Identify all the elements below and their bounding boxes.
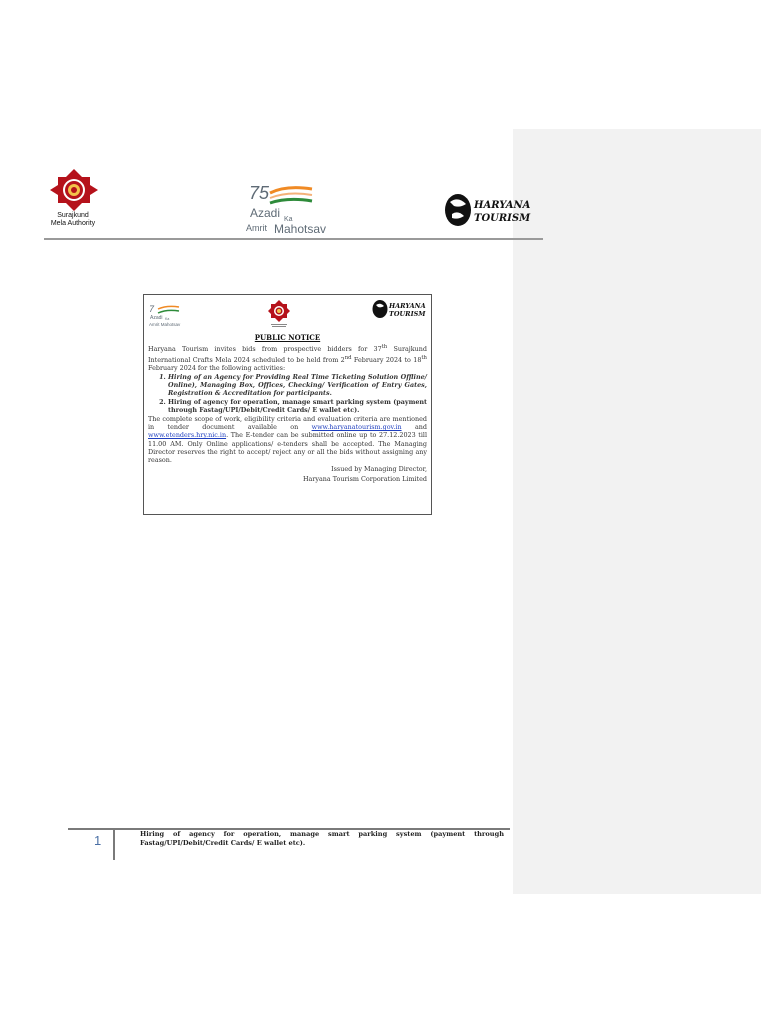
notice-signature-line2: Haryana Tourism Corporation Limited	[302, 474, 427, 483]
sma-caption-line2: Mela Authority	[50, 220, 96, 227]
azadi-mahotsav-word: Mahotsav	[274, 222, 327, 235]
public-notice-box	[143, 294, 432, 515]
page-number: 1	[94, 833, 102, 848]
notice-signature-line1: Issued by Managing Director,	[331, 465, 427, 474]
svg-text:7: 7	[149, 304, 155, 314]
azadi-word: Azadi	[250, 206, 281, 220]
notice-title: PUBLIC NOTICE	[254, 333, 321, 342]
ht-haryana-word: HARYANA	[474, 200, 531, 211]
notice-sma-logo	[268, 300, 290, 328]
footer-text: Hiring of agency for operation, manage smart parking system (payment through Fastag/UPI/Debit/Credit Cards/ E wallet etc).	[140, 830, 504, 847]
notice-azadi-ka: Ka	[165, 317, 170, 321]
notice-sma-emblem-icon	[268, 300, 290, 328]
bird-emblem-icon	[445, 194, 471, 226]
footer-vertical-divider	[113, 830, 115, 860]
etenders-link[interactable]: www.etenders.hry.nic.in	[148, 431, 227, 440]
sma-emblem-icon	[48, 168, 100, 212]
notice-logo-row	[144, 295, 431, 331]
azadi-ka-word: Ka	[284, 216, 293, 223]
header-divider	[44, 238, 543, 240]
activity-item-1: 1. Hiring of an Agency for Providing Real Time Ticketing Solution Offline/ Online), Managing Box, Offices, Checking/ Verification of Entry Gates, Registration & Accreditation for participants.	[168, 373, 427, 398]
notice-intro: Haryana Tourism invites bids from prospective bidders for 37th Surajkund International Crafts Mela 2024 scheduled to be held from 2nd February 2024 to 18th February 2024 for the following activities:	[148, 344, 427, 372]
notice-bird-emblem-icon	[373, 300, 388, 318]
comment-pane	[513, 129, 761, 894]
notice-ht-haryana: HARYANA	[389, 302, 426, 310]
notice-body	[144, 343, 431, 483]
notice-azadi-word: Azadi	[150, 315, 163, 321]
azadi-ka-amrit-mahotsav-logo	[246, 181, 338, 235]
haryana-tourism-logo	[444, 192, 534, 228]
activities-list	[148, 373, 427, 414]
azadi-amrit-word: Amrit	[246, 223, 267, 233]
notice-ht-tourism: TOURISM	[389, 310, 426, 318]
notice-haryana-tourism-logo	[372, 299, 430, 319]
surajkund-mela-authority-logo	[48, 168, 100, 228]
haryana-tourism-link[interactable]: www.haryanatourism.gov.in	[311, 423, 402, 432]
azadi-75-numeral: 75	[249, 183, 270, 203]
sma-caption-line1: Surajkund	[57, 212, 89, 219]
activity-item-2: 2. Hiring of agency for operation, manage smart parking system (payment through Fastag/UPI/Debit/Credit Cards/ E wallet etc).	[168, 398, 427, 414]
notice-scope: The complete scope of work, eligibility criteria and evaluation criteria are mentioned in tender document available on www.haryanatourism.gov.in and www.etenders.hry.nic.in. The E-tender can be submitted online up to 27.12.2023 till 11.00 AM. Only Online applications/ e-tenders shall be accepted. The Managing Director reserves the right to accept/ reject any or all the bids without assigning any reason.	[148, 415, 427, 465]
ht-tourism-word: TOURISM	[474, 213, 531, 224]
notice-azadi-mahotsav: Amrit Mahotsav	[149, 322, 181, 327]
notice-azadi-logo	[149, 303, 189, 327]
